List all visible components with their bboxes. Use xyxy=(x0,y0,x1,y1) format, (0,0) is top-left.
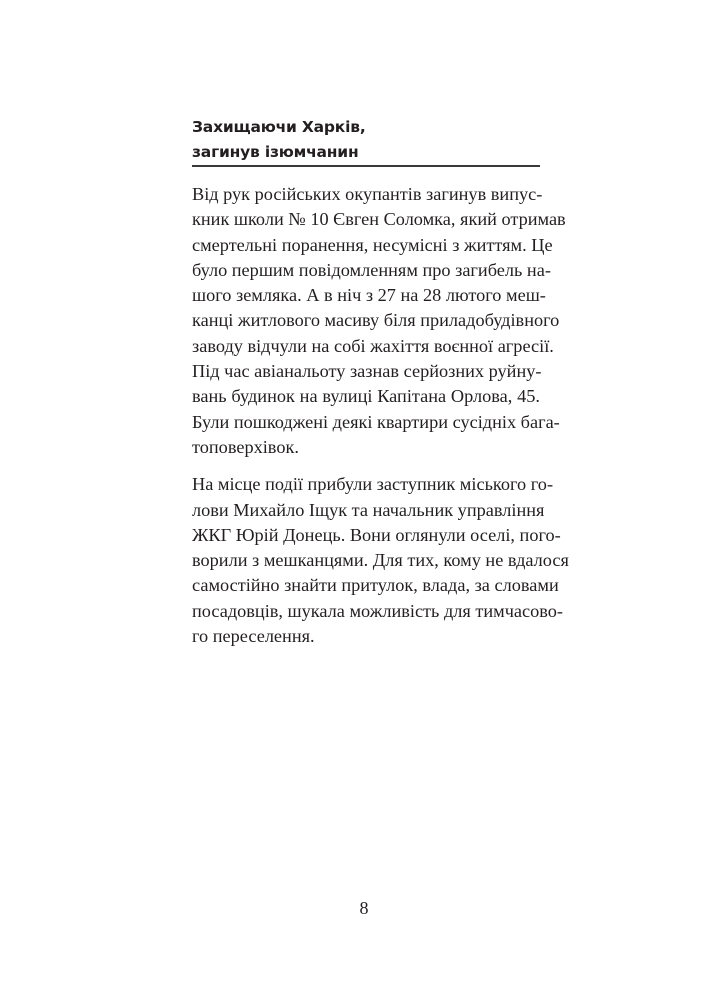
article-title-line: Захищаючи Харків, xyxy=(192,118,366,136)
paragraph xyxy=(192,472,569,649)
text-line: посадовців, шукала можливість для тимчасово- xyxy=(192,600,563,621)
text-line: Були пошкоджені деякі квартири сусідніх бага- xyxy=(192,411,560,432)
text-line: лови Михайло Іщук та начальник управління xyxy=(192,499,545,520)
title-divider xyxy=(192,165,540,167)
text-line: вань будинок на вулиці Капітана Орлова, 45. xyxy=(192,386,540,407)
text-line: Від рук російських окупантів загинув випус- xyxy=(192,184,543,204)
text-line: ЖКГ Юрій Донець. Вони оглянули оселі, пого- xyxy=(192,524,561,545)
text-line: шого земляка. А в ніч з 27 на 28 лютого меш- xyxy=(192,285,546,306)
text-line: На місце події прибули заступник міського го- xyxy=(192,474,554,495)
text-line: го переселення. xyxy=(192,626,315,647)
text-line: було першим повідомленням про загибель на- xyxy=(192,259,551,280)
text-line: кник школи № 10 Євген Соломка, який отримав xyxy=(192,209,566,230)
paragraph xyxy=(192,182,566,460)
article-title xyxy=(192,115,540,165)
text-line: заводу відчули на собі жахіття воєнної агресії. xyxy=(192,335,554,356)
text-line: канці житлового масиву біля приладобудівного xyxy=(192,310,560,331)
text-line: топоверхівок. xyxy=(192,436,299,457)
text-line: смертельні поранення, несумісні з життям. Це xyxy=(192,234,553,255)
article-title-line: загинув ізюмчанин xyxy=(192,143,359,161)
text-line: самостійно знайти притулок, влада, за словами xyxy=(192,575,559,596)
page-number: 8 xyxy=(359,898,369,918)
text-line: ворили з мешканцями. Для тих, кому не вдалося xyxy=(192,550,569,571)
article-body xyxy=(192,182,569,661)
text-line: Під час авіанальоту зазнав серйозних руйну- xyxy=(192,361,542,382)
